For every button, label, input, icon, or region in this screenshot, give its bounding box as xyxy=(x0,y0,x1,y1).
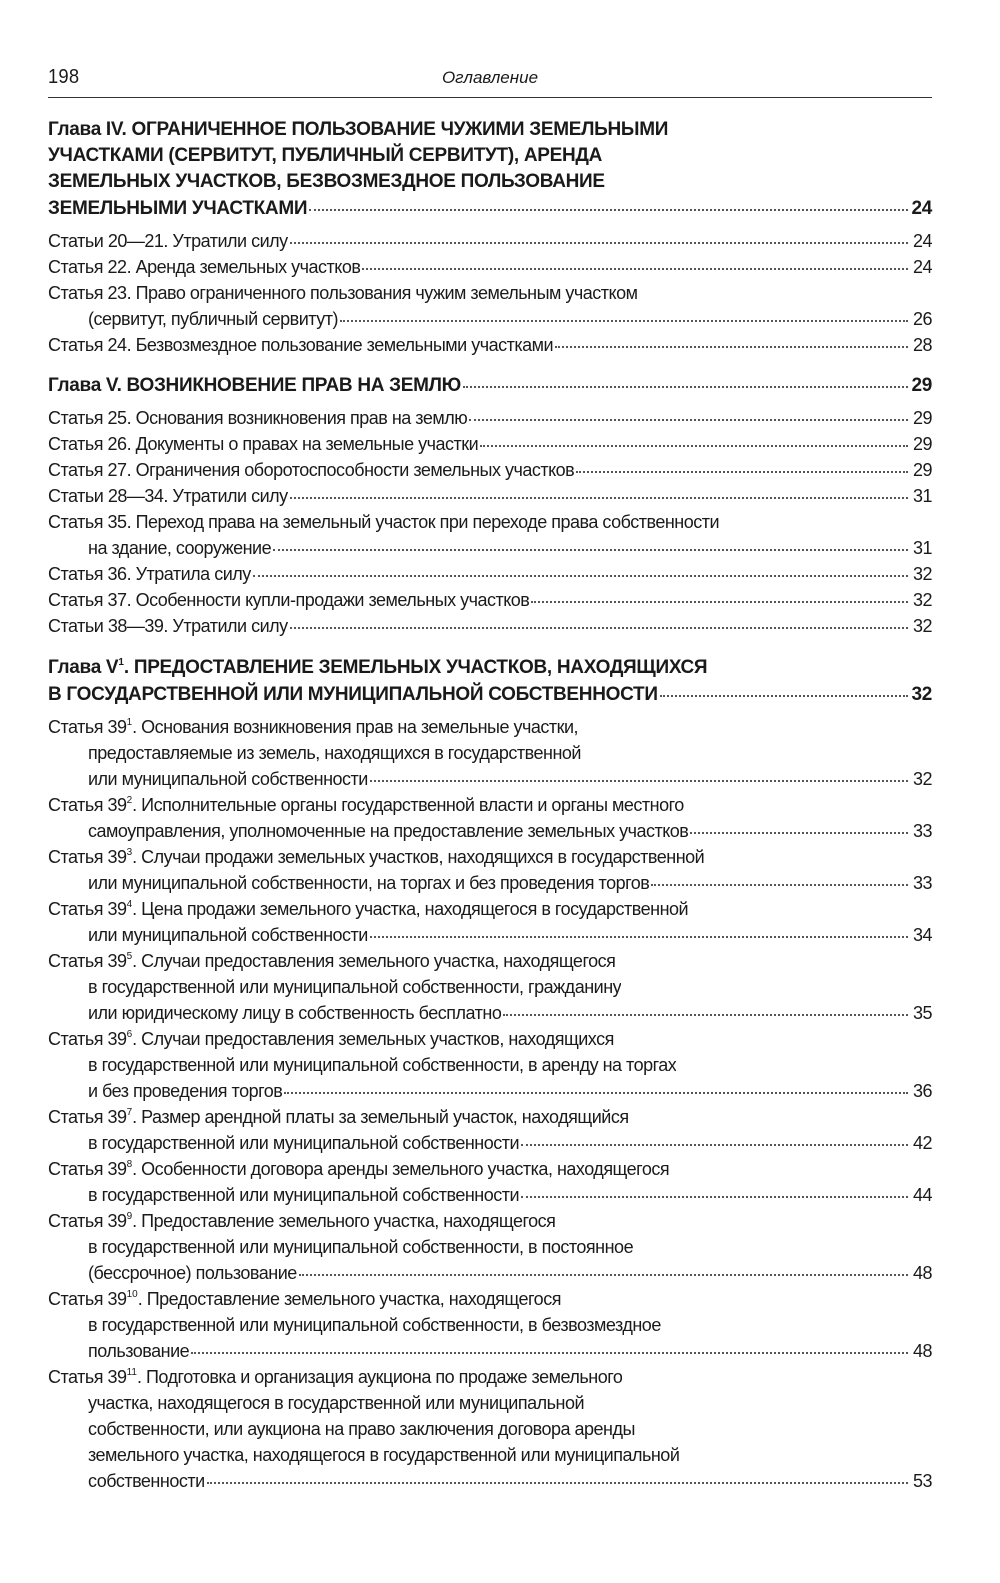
chapter-title-segment: Глава IV. ОГРАНИЧЕННОЕ ПОЛЬЗОВАНИЕ ЧУЖИМИ ЗЕМЕЛЬНЫМИ xyxy=(48,119,669,140)
toc-entry[interactable] xyxy=(48,483,932,509)
entry-page-number: 34 xyxy=(912,925,932,945)
article-number: Статья 39 xyxy=(48,899,127,919)
dot-leader xyxy=(290,484,908,502)
article-number: Статья 39 xyxy=(48,1159,127,1179)
article-number: Статья 37 xyxy=(48,590,127,610)
article-separator: . xyxy=(163,231,173,251)
toc-entry-line xyxy=(48,1078,932,1104)
toc-entry-text xyxy=(88,1390,584,1416)
toc-entry-line xyxy=(48,1286,932,1312)
toc-entry-text xyxy=(88,1260,297,1286)
article-separator: . xyxy=(126,434,136,454)
toc-entry-line xyxy=(48,870,932,896)
toc-entry-text xyxy=(48,509,719,535)
entry-page-number: 31 xyxy=(912,538,932,558)
article-separator: . xyxy=(126,257,136,277)
article-separator: . xyxy=(132,1211,142,1231)
article-title-segment: в государственной или муниципальной собственности, гражданину xyxy=(88,977,622,997)
article-number: Статья 39 xyxy=(48,847,127,867)
article-superscript: 8 xyxy=(126,1159,133,1170)
toc-entry-line xyxy=(48,587,932,613)
page-number: 198 xyxy=(48,66,80,88)
toc-entry-text xyxy=(88,1442,679,1468)
article-separator: . xyxy=(163,486,173,506)
toc-entry-line xyxy=(48,844,932,870)
toc-entry-line xyxy=(48,431,932,457)
toc-entry[interactable] xyxy=(48,509,932,561)
article-number: Статья 27 xyxy=(48,460,127,480)
article-title-segment: Случаи предоставления земельных участков, находящихся xyxy=(141,1029,614,1049)
dot-leader xyxy=(531,588,908,606)
toc-entry-text xyxy=(48,1156,669,1182)
toc-entry-text xyxy=(48,1208,555,1234)
article-separator: . xyxy=(126,335,136,355)
article-title-segment: и без проведения торгов xyxy=(88,1081,283,1101)
toc-entry-text xyxy=(88,766,368,792)
toc-entry-text xyxy=(88,1052,676,1078)
article-number: Статья 36 xyxy=(48,564,127,584)
article-title-segment: Случаи продажи земельных участков, находящихся в государственной xyxy=(141,847,705,867)
toc-entry-line xyxy=(48,896,932,922)
article-title-segment: Предоставление земельного участка, находящегося xyxy=(141,1211,556,1231)
table-of-contents xyxy=(48,117,932,1494)
toc-entry[interactable] xyxy=(48,431,932,457)
dot-leader xyxy=(690,819,908,837)
toc-entry[interactable] xyxy=(48,332,932,358)
toc-entry-line xyxy=(48,1468,932,1494)
chapter-title-segment: В ГОСУДАРСТВЕННОЙ ИЛИ МУНИЦИПАЛЬНОЙ СОБСТВЕННОСТИ xyxy=(48,684,658,705)
entry-page-number: 29 xyxy=(912,460,932,480)
toc-entry-line xyxy=(48,1416,932,1442)
entry-page-number: 32 xyxy=(912,564,932,584)
article-title-segment: Аренда земельных участков xyxy=(135,257,361,277)
article-title-segment: или муниципальной собственности, на торгах и без проведения торгов xyxy=(88,873,650,893)
toc-entry[interactable] xyxy=(48,844,932,896)
toc-entry-line xyxy=(48,1338,932,1364)
toc-entry-line xyxy=(48,535,932,561)
chapter-5-1-heading[interactable] xyxy=(48,655,932,708)
toc-entry-text xyxy=(48,483,288,509)
toc-entry-text xyxy=(48,254,360,280)
article-number: Статья 24 xyxy=(48,335,127,355)
dot-leader xyxy=(370,923,908,941)
toc-entry-text xyxy=(88,1468,205,1494)
article-superscript: 1 xyxy=(126,717,133,728)
toc-entry-line xyxy=(48,332,932,358)
dot-leader xyxy=(480,432,908,450)
chapter-title-segment: УЧАСТКАМИ (СЕРВИТУТ, ПУБЛИЧНЫЙ СЕРВИТУТ), АРЕНДА xyxy=(48,145,603,166)
article-title-segment: Утратили силу xyxy=(172,486,288,506)
chapter-page-number: 32 xyxy=(911,684,932,705)
chapter-5-heading[interactable] xyxy=(48,372,932,399)
chapter-superscript: 1 xyxy=(118,657,124,668)
dot-leader xyxy=(362,255,908,273)
chapter-heading-line xyxy=(48,169,932,195)
toc-entry[interactable] xyxy=(48,405,932,431)
toc-entry-line xyxy=(48,766,932,792)
article-separator: . xyxy=(136,1367,146,1387)
toc-entry-text xyxy=(88,306,338,332)
article-title-segment: в государственной или муниципальной собственности xyxy=(88,1185,520,1205)
dot-leader xyxy=(290,229,908,247)
toc-entry-line xyxy=(48,254,932,280)
toc-entry-text xyxy=(48,1026,614,1052)
toc-entry-text xyxy=(48,332,553,358)
article-separator: . xyxy=(132,899,142,919)
toc-entry-line xyxy=(48,1442,932,1468)
toc-entry[interactable] xyxy=(48,1156,932,1208)
article-number: Статья 39 xyxy=(48,951,127,971)
article-number: Статья 39 xyxy=(48,717,127,737)
article-number: Статьи 38—39 xyxy=(48,616,164,636)
toc-entry-line xyxy=(48,1000,932,1026)
toc-entry-line xyxy=(48,740,932,766)
toc-entry-line xyxy=(48,306,932,332)
dot-leader xyxy=(521,1183,908,1201)
toc-entry-line xyxy=(48,561,932,587)
toc-entry-text xyxy=(48,561,251,587)
article-title-segment: в государственной или муниципальной собственности xyxy=(88,1133,520,1153)
dot-leader xyxy=(651,871,908,889)
toc-entry-line xyxy=(48,714,932,740)
toc-entry-text xyxy=(48,1104,629,1130)
toc-entry-text xyxy=(88,1416,635,1442)
dot-leader xyxy=(469,406,908,424)
entry-page-number: 31 xyxy=(912,486,932,506)
article-title-segment: Право ограниченного пользования чужим земельным участком xyxy=(135,283,638,303)
toc-entry[interactable] xyxy=(48,228,932,254)
toc-entry-text xyxy=(48,844,704,870)
toc-entry-text xyxy=(88,922,368,948)
article-number: Статья 39 xyxy=(48,1107,127,1127)
chapter-heading-line xyxy=(48,372,932,399)
chapter-heading-text xyxy=(48,196,307,222)
toc-entry-line xyxy=(48,1156,932,1182)
chapter-heading-text xyxy=(48,143,602,169)
article-title-segment: Цена продажи земельного участка, находящегося в государственной xyxy=(141,899,689,919)
dot-leader xyxy=(299,1261,908,1279)
toc-entry-text xyxy=(48,405,467,431)
toc-entry-line xyxy=(48,792,932,818)
entry-page-number: 26 xyxy=(912,309,932,329)
article-title-segment: или муниципальной собственности xyxy=(88,769,368,789)
article-number: Статья 35 xyxy=(48,512,127,532)
chapter-page-number: 29 xyxy=(911,375,932,396)
chapter-title-segment: Глава V. ВОЗНИКНОВЕНИЕ ПРАВ НА ЗЕМЛЮ xyxy=(48,375,461,396)
article-superscript: 10 xyxy=(126,1289,138,1300)
chapter-heading-line xyxy=(48,195,932,222)
article-separator: . xyxy=(132,1159,142,1179)
article-separator: . xyxy=(132,1107,142,1127)
article-superscript: 3 xyxy=(126,847,133,858)
article-title-segment: Переход права на земельный участок при переходе права собственности xyxy=(135,512,720,532)
article-separator: . xyxy=(126,408,136,428)
article-number: Статья 39 xyxy=(48,1367,127,1387)
article-title-segment: собственности, или аукциона на право заключения договора аренды xyxy=(88,1419,635,1439)
toc-entry[interactable] xyxy=(48,254,932,280)
chapter-heading-line xyxy=(48,143,932,169)
toc-entry[interactable] xyxy=(48,561,932,587)
article-separator: . xyxy=(126,564,136,584)
article-separator: . xyxy=(132,795,142,815)
toc-entry-text xyxy=(88,1234,633,1260)
toc-entry-line xyxy=(48,509,932,535)
toc-entry-line xyxy=(48,1130,932,1156)
article-title-segment: или муниципальной собственности xyxy=(88,925,368,945)
toc-entry-text xyxy=(48,714,578,740)
article-title-segment: на здание, сооружение xyxy=(88,538,272,558)
article-separator: . xyxy=(132,847,142,867)
entry-page-number: 24 xyxy=(912,231,932,251)
entry-page-number: 29 xyxy=(912,408,932,428)
dot-leader xyxy=(309,195,908,214)
entry-page-number: 33 xyxy=(912,821,932,841)
entry-page-number: 29 xyxy=(912,434,932,454)
toc-entry-text xyxy=(48,792,684,818)
article-superscript: 4 xyxy=(126,899,133,910)
dot-leader xyxy=(463,372,908,391)
entry-page-number: 32 xyxy=(912,590,932,610)
chapter-title-segment: ЗЕМЕЛЬНЫМИ УЧАСТКАМИ xyxy=(48,198,308,219)
toc-entry-line xyxy=(48,1052,932,1078)
toc-entry-line xyxy=(48,974,932,1000)
chapter-4-heading[interactable] xyxy=(48,117,932,222)
article-title-segment: Предоставление земельного участка, находящегося xyxy=(146,1289,561,1309)
toc-entry-line xyxy=(48,1260,932,1286)
toc-entry-text xyxy=(88,1338,189,1364)
article-separator: . xyxy=(126,283,136,303)
toc-entry-text xyxy=(88,818,688,844)
article-separator: . xyxy=(126,460,136,480)
toc-entry[interactable] xyxy=(48,1208,932,1286)
article-separator: . xyxy=(132,951,142,971)
article-title-segment: Документы о правах на земельные участки xyxy=(135,434,479,454)
toc-entry-line xyxy=(48,818,932,844)
article-title-segment: земельного участка, находящегося в государственной или муниципальной xyxy=(88,1445,680,1465)
toc-entry[interactable] xyxy=(48,896,932,948)
article-number: Статья 23 xyxy=(48,283,127,303)
article-superscript: 6 xyxy=(126,1029,133,1040)
toc-entry-text xyxy=(48,228,288,254)
running-title: Оглавление xyxy=(441,68,539,87)
article-number: Статья 39 xyxy=(48,1029,127,1049)
toc-entry-line xyxy=(48,1026,932,1052)
toc-entry-text xyxy=(88,1312,661,1338)
toc-entry-text xyxy=(48,431,478,457)
toc-entry-text xyxy=(48,948,615,974)
article-separator: . xyxy=(132,717,142,737)
article-title-segment: Случаи предоставления земельного участка, находящегося xyxy=(141,951,616,971)
toc-entry[interactable] xyxy=(48,948,932,1026)
toc-entry-line xyxy=(48,1104,932,1130)
toc-entry-line xyxy=(48,1312,932,1338)
article-separator: . xyxy=(137,1289,147,1309)
toc-entry-text xyxy=(48,280,638,306)
article-superscript: 2 xyxy=(126,795,133,806)
article-superscript: 9 xyxy=(126,1211,133,1222)
article-title-segment: (сервитут, публичный сервитут) xyxy=(88,309,338,329)
dot-leader xyxy=(555,333,908,351)
chapter-heading-text xyxy=(48,373,461,399)
article-title-segment: Утратили силу xyxy=(172,231,288,251)
toc-entry-text xyxy=(88,974,621,1000)
chapter-title-segment: ЗЕМЕЛЬНЫХ УЧАСТКОВ, БЕЗВОЗМЕЗДНОЕ ПОЛЬЗОВАНИЕ xyxy=(48,171,605,192)
dot-leader xyxy=(253,562,908,580)
toc-entry-text xyxy=(48,613,288,639)
article-number: Статья 39 xyxy=(48,1289,127,1309)
toc-entry[interactable] xyxy=(48,1364,932,1494)
article-number: Статья 39 xyxy=(48,795,127,815)
article-title-segment: Особенности договора аренды земельного участка, находящегося xyxy=(141,1159,670,1179)
toc-entry-text xyxy=(88,740,581,766)
article-title-segment: в государственной или муниципальной собственности, в аренду на торгах xyxy=(88,1055,677,1075)
article-title-segment: Особенности купли-продажи земельных участков xyxy=(135,590,530,610)
chapter-page-number: 24 xyxy=(911,198,932,219)
article-title-segment: участка, находящегося в государственной или муниципальной xyxy=(88,1393,585,1413)
article-title-segment: Исполнительные органы государственной власти и органы местного xyxy=(141,795,684,815)
article-title-segment: Размер арендной платы за земельный участок, находящийся xyxy=(141,1107,629,1127)
article-number: Статьи 20—21 xyxy=(48,231,164,251)
toc-entry[interactable] xyxy=(48,1104,932,1156)
running-head xyxy=(48,0,932,98)
toc-entry-text xyxy=(88,1000,501,1026)
toc-entry-line xyxy=(48,228,932,254)
toc-entry[interactable] xyxy=(48,457,932,483)
article-title-segment: Утратили силу xyxy=(172,616,288,636)
entry-page-number: 32 xyxy=(912,616,932,636)
dot-leader xyxy=(576,458,908,476)
article-superscript: 11 xyxy=(126,1367,137,1378)
entry-page-number: 32 xyxy=(912,769,932,789)
article-number: Статья 22 xyxy=(48,257,127,277)
toc-entry-line xyxy=(48,457,932,483)
article-title-segment: предоставляемые из земель, находящихся в государственной xyxy=(88,743,581,763)
chapter-heading-text xyxy=(48,117,668,143)
article-title-segment: в государственной или муниципальной собственности, в безвозмездное xyxy=(88,1315,661,1335)
article-title-segment: собственности xyxy=(88,1471,205,1491)
article-title-segment: в государственной или муниципальной собственности, в постоянное xyxy=(88,1237,634,1257)
toc-entry-text xyxy=(88,1078,282,1104)
chapter-heading-text xyxy=(48,169,605,195)
entry-page-number: 48 xyxy=(912,1263,932,1283)
toc-entry-line xyxy=(48,613,932,639)
toc-entry[interactable] xyxy=(48,1026,932,1104)
dot-leader xyxy=(207,1469,908,1487)
chapter-heading-line xyxy=(48,117,932,143)
toc-entry-line xyxy=(48,1390,932,1416)
toc-entry[interactable] xyxy=(48,587,932,613)
toc-entry-text xyxy=(48,1364,622,1390)
entry-page-number: 53 xyxy=(912,1471,932,1491)
entry-page-number: 28 xyxy=(912,335,932,355)
dot-leader xyxy=(660,681,908,700)
article-number: Статья 25 xyxy=(48,408,127,428)
article-separator: . xyxy=(126,512,136,532)
toc-entry-text xyxy=(48,457,574,483)
chapter-number: Глава V xyxy=(48,657,119,678)
article-title-segment: Утратила силу xyxy=(135,564,251,584)
dot-leader xyxy=(370,767,908,785)
toc-entry[interactable] xyxy=(48,792,932,844)
toc-entry[interactable] xyxy=(48,280,932,332)
article-separator: . xyxy=(126,590,136,610)
article-number: Статьи 28—34 xyxy=(48,486,164,506)
toc-entry-line xyxy=(48,483,932,509)
article-superscript: 7 xyxy=(126,1107,133,1118)
entry-page-number: 33 xyxy=(912,873,932,893)
dot-leader xyxy=(340,307,908,325)
dot-leader xyxy=(521,1131,908,1149)
header-rule xyxy=(48,97,932,98)
chapter-title-segment: . ПРЕДОСТАВЛЕНИЕ ЗЕМЕЛЬНЫХ УЧАСТКОВ, НАХОДЯЩИХСЯ xyxy=(123,657,708,678)
entry-page-number: 48 xyxy=(912,1341,932,1361)
article-separator: . xyxy=(132,1029,142,1049)
dot-leader xyxy=(273,536,908,554)
book-page xyxy=(48,0,932,1491)
article-number: Статья 39 xyxy=(48,1211,127,1231)
article-number: Статья 26 xyxy=(48,434,127,454)
toc-entry-text xyxy=(48,1286,561,1312)
entry-page-number: 24 xyxy=(912,257,932,277)
dot-leader xyxy=(191,1339,908,1357)
article-title-segment: Безвозмездное пользование земельными участками xyxy=(135,335,554,355)
toc-entry-line xyxy=(48,1182,932,1208)
toc-entry-line xyxy=(48,280,932,306)
toc-entry-text xyxy=(88,1130,519,1156)
toc-entry-line xyxy=(48,948,932,974)
toc-entry-line xyxy=(48,922,932,948)
chapter-heading-text xyxy=(48,682,658,708)
toc-entry-text xyxy=(88,1182,519,1208)
entry-page-number: 44 xyxy=(912,1185,932,1205)
chapter-heading-line xyxy=(48,681,932,708)
article-separator: . xyxy=(163,616,173,636)
toc-entry-line xyxy=(48,1364,932,1390)
entry-page-number: 35 xyxy=(912,1003,932,1023)
chapter-heading-text xyxy=(48,655,707,681)
entry-page-number: 42 xyxy=(912,1133,932,1153)
toc-entry-line xyxy=(48,1208,932,1234)
dot-leader xyxy=(503,1001,908,1019)
toc-entry[interactable] xyxy=(48,613,932,639)
toc-entry-text xyxy=(48,896,688,922)
toc-entry-line xyxy=(48,405,932,431)
article-title-segment: или юридическому лицу в собственность бесплатно xyxy=(88,1003,502,1023)
toc-entry[interactable] xyxy=(48,1286,932,1364)
toc-entry-text xyxy=(88,535,271,561)
article-title-segment: пользование xyxy=(88,1341,190,1361)
toc-entry-line xyxy=(48,1234,932,1260)
toc-entry-text xyxy=(48,587,529,613)
article-title-segment: Основания возникновения прав на землю xyxy=(135,408,468,428)
toc-entry[interactable] xyxy=(48,714,932,792)
toc-entry-text xyxy=(88,870,649,896)
article-superscript: 5 xyxy=(126,951,133,962)
article-title-segment: (бессрочное) пользование xyxy=(88,1263,297,1283)
article-title-segment: самоуправления, уполномоченные на предоставление земельных участков xyxy=(88,821,689,841)
article-title-segment: Основания возникновения прав на земельные участки, xyxy=(141,717,579,737)
article-title-segment: Ограничения оборотоспособности земельных участков xyxy=(135,460,575,480)
entry-page-number: 36 xyxy=(912,1081,932,1101)
dot-leader xyxy=(290,614,908,632)
chapter-heading-line xyxy=(48,655,932,681)
dot-leader xyxy=(284,1079,908,1097)
article-title-segment: Подготовка и организация аукциона по продаже земельного xyxy=(145,1367,623,1387)
